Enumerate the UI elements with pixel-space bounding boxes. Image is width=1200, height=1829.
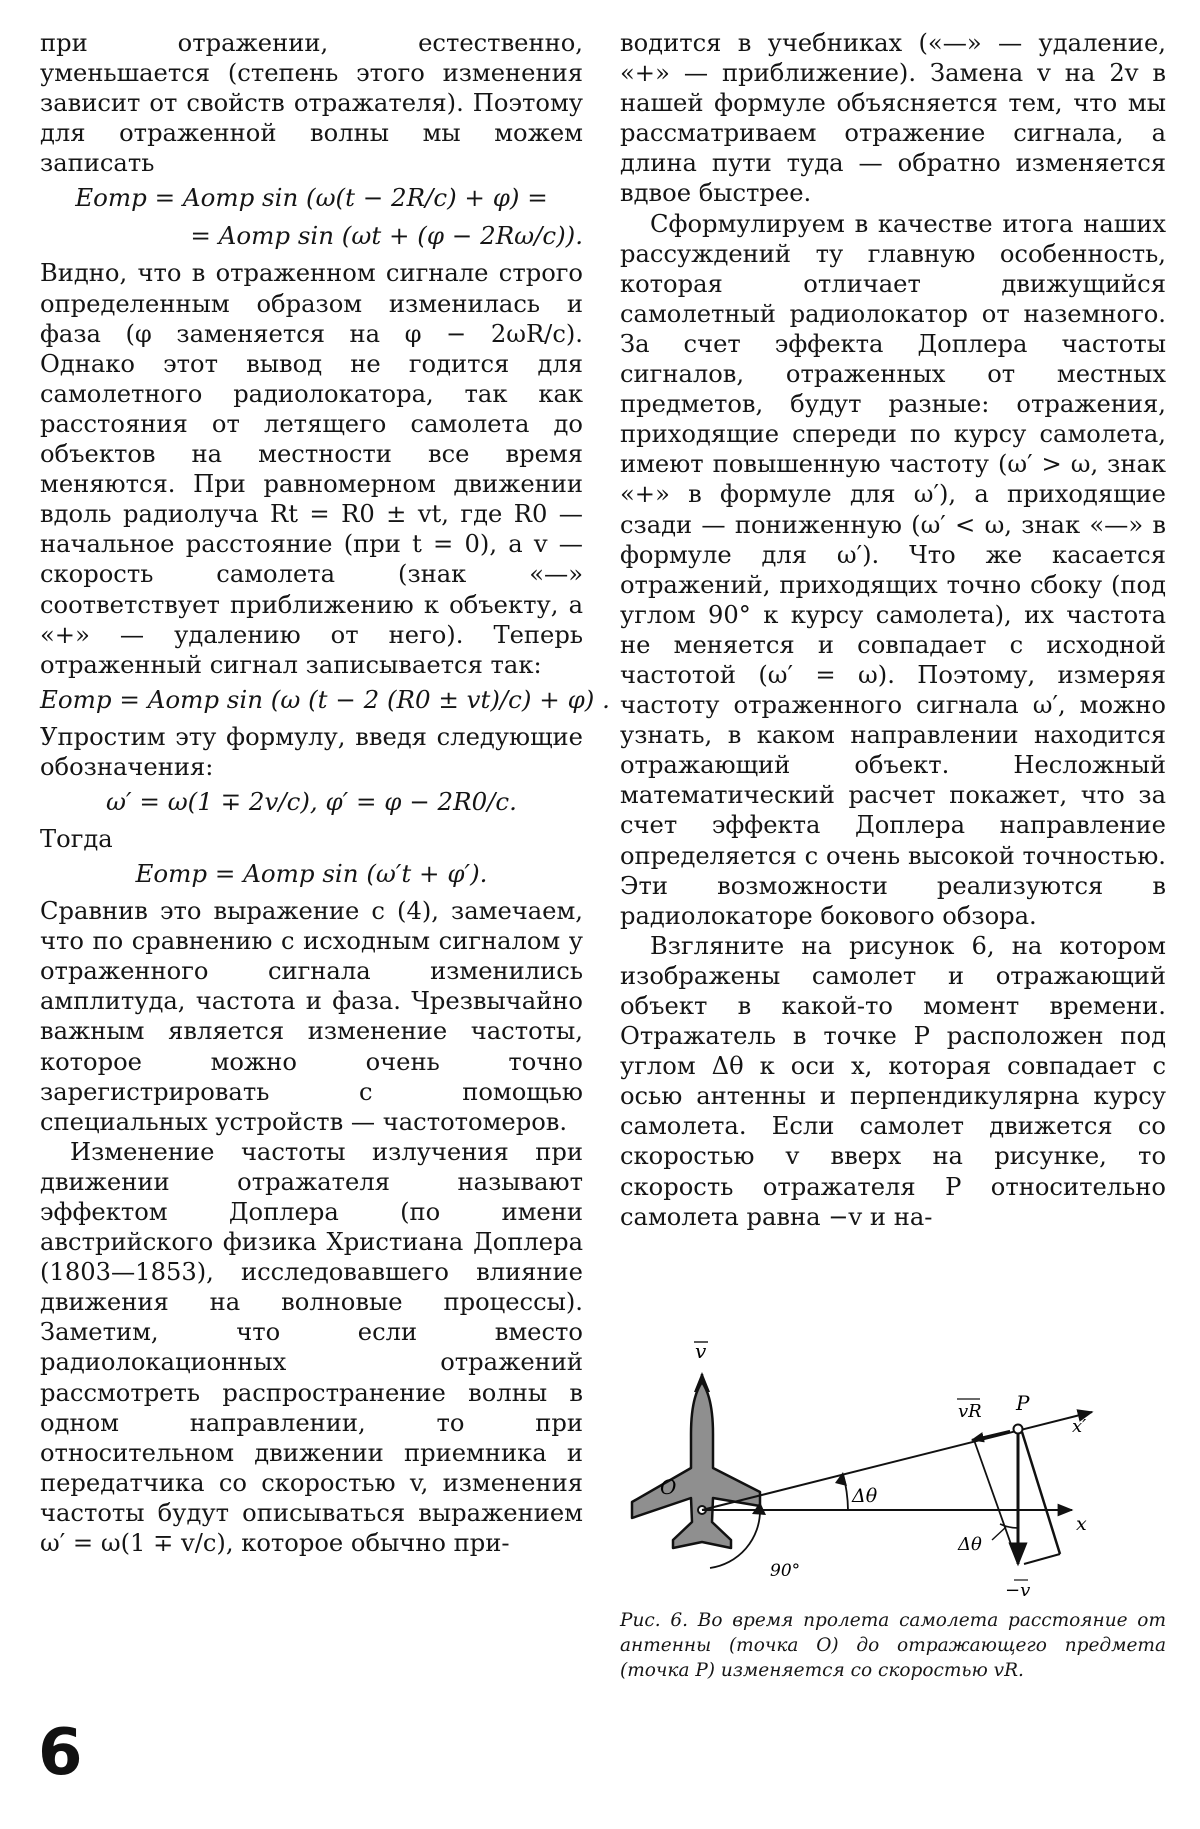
construction-line-2	[1022, 1432, 1060, 1554]
formula: = Aотр sin (ωt + (φ − 2Rω/c)).	[190, 221, 583, 251]
paragraph: водится в учебниках («—» — удаление, «+» — приближение). Замена v на 2v в нашей формуле объясняется тем, что мы рассматриваем отражение сигнала, а длина пути туда — обратно изменяется вдвое быстрее.	[620, 29, 1166, 208]
figure-caption: Рис. 6. Во время пролета самолета расстояние от антенны (точка O) до отражающего предмета (точка P) изменяется со скоростью vR.	[620, 1610, 1166, 1681]
label-vr: vR	[958, 1401, 982, 1422]
delta-theta-leader	[992, 1527, 1006, 1540]
formula: Eотр = Aотр sin (ω (t − 2 (R0 ± vt)/c) + φ) .	[40, 684, 610, 714]
formula: ω′ = ω(1 ∓ 2v/c), φ′ = φ − 2R0/c.	[106, 786, 517, 816]
paragraph: Взгляните на рисунок 6, на котором изображены самолет и отражающий объект в какой-то момент времени. Отражатель в точке P расположен под углом Δθ к оси x, которая совпадает с осью антенны и перпендикулярна курсу самолета. Если самолет движется со скоростью v вверх на рисунке, то скорость отражателя P относительно самолета равна −v и на-	[620, 931, 1166, 1231]
label-x-prime: x′	[1072, 1416, 1087, 1437]
label-x: x	[1076, 1513, 1087, 1535]
label-origin: O	[660, 1475, 677, 1499]
figure-6-diagram	[620, 1322, 1170, 1602]
reflector-point	[1014, 1425, 1023, 1434]
formula: Eотр = Aотр sin (ω(t − 2R/c) + φ) =	[75, 183, 548, 213]
paragraph: Сформулируем в качестве итога наших рассуждений ту главную особенность, которая отличает движущийся самолетный радиолокатор от наземного. За счет эффекта Доплера частоты сигналов, отраженных от местных предметов, будут разные: отражения, приходящие спереди по курсу самолета, имеют повышенную частоту (ω′ > ω, знак «+» в формуле для ω′), а приходящие сзади — пониженную (ω′ < ω, знак «—» в формуле для ω′). Что же касается отражений, приходящих точно сбоку (под углом 90° к курсу самолета), их частота не меняется и совпадает с исходной частотой (ω′ = ω). Поэтому, измеряя частоту отраженного сигнала ω′, можно узнать, в каком направлении находится отражающий объект. Несложный математический расчет покажет, что за счет эффекта Доплера направление определяется с очень высокой точностью. Эти возможности реализуются в радиолокаторе бокового обзора.	[620, 209, 1166, 930]
label-delta-theta-2: Δθ	[958, 1534, 982, 1555]
paragraph: Сравнив это выражение с (4), замечаем, что по сравнению с исходным сигналом у отраженного сигнала изменились амплитуда, частота и фаза. Чрезвычайно важным является изменение частоты, которое можно очень точно зарегистрировать с помощью специальных устройств — частотомеров.	[40, 897, 583, 1136]
delta-theta-arc-small	[1000, 1524, 1018, 1528]
left-column	[40, 28, 610, 1558]
paragraph: Упростим эту формулу, введя следующие обозначения:	[40, 722, 583, 781]
paragraph: Тогда	[40, 824, 113, 853]
page-number: 6	[38, 1716, 83, 1790]
aircraft-shape	[632, 1382, 760, 1548]
label-p: P	[1016, 1391, 1030, 1415]
label-delta-theta-1: Δθ	[852, 1485, 878, 1507]
construction-line-3	[1024, 1554, 1060, 1564]
x-prime-axis	[702, 1412, 1092, 1510]
formula: Eотр = Aотр sin (ω′t + φ′).	[135, 859, 488, 889]
label-angle-90: 90°	[770, 1561, 801, 1581]
paragraph: при отражении, естественно, уменьшается (степень этого изменения зависит от свойств отражателя). Поэтому для отраженной волны мы можем записать	[40, 29, 583, 178]
label-minus-v: −v	[1005, 1580, 1031, 1601]
paragraph: Изменение частоты излучения при движении отражателя называют эффектом Доплера (по имени австрийского физика Христиана Доплера (1803—1853), исследовавшего влияние движения на волновые процессы). Заметим, что если вместо радиолокационных отражений рассмотреть распространение волны в одном направлении, то при относительном движении приемника и передатчика со скоростью v, изменения частоты будут описываться выражением ω′ = ω(1 ∓ v/c), которое обычно при-	[40, 1137, 583, 1558]
paragraph: Видно, что в отраженном сигнале строго определенным образом изменилась и фаза (φ заменяется на φ − 2ωR/c). Однако этот вывод не годится для самолетного радиолокатора, так как расстояния от летящего самолета до объектов на местности все время меняются. При равномерном движении вдоль радиолуча Rt = R0 ± vt, где R0 — начальное расстояние (при t = 0), а v — скорость самолета (знак «—» соответствует приближению к объекту, а «+» — удалению от него). Теперь отраженный сигнал записывается так:	[40, 259, 583, 679]
right-column	[620, 28, 1166, 1232]
label-v-top: v	[695, 1339, 707, 1363]
vr-arrow	[972, 1431, 1010, 1440]
